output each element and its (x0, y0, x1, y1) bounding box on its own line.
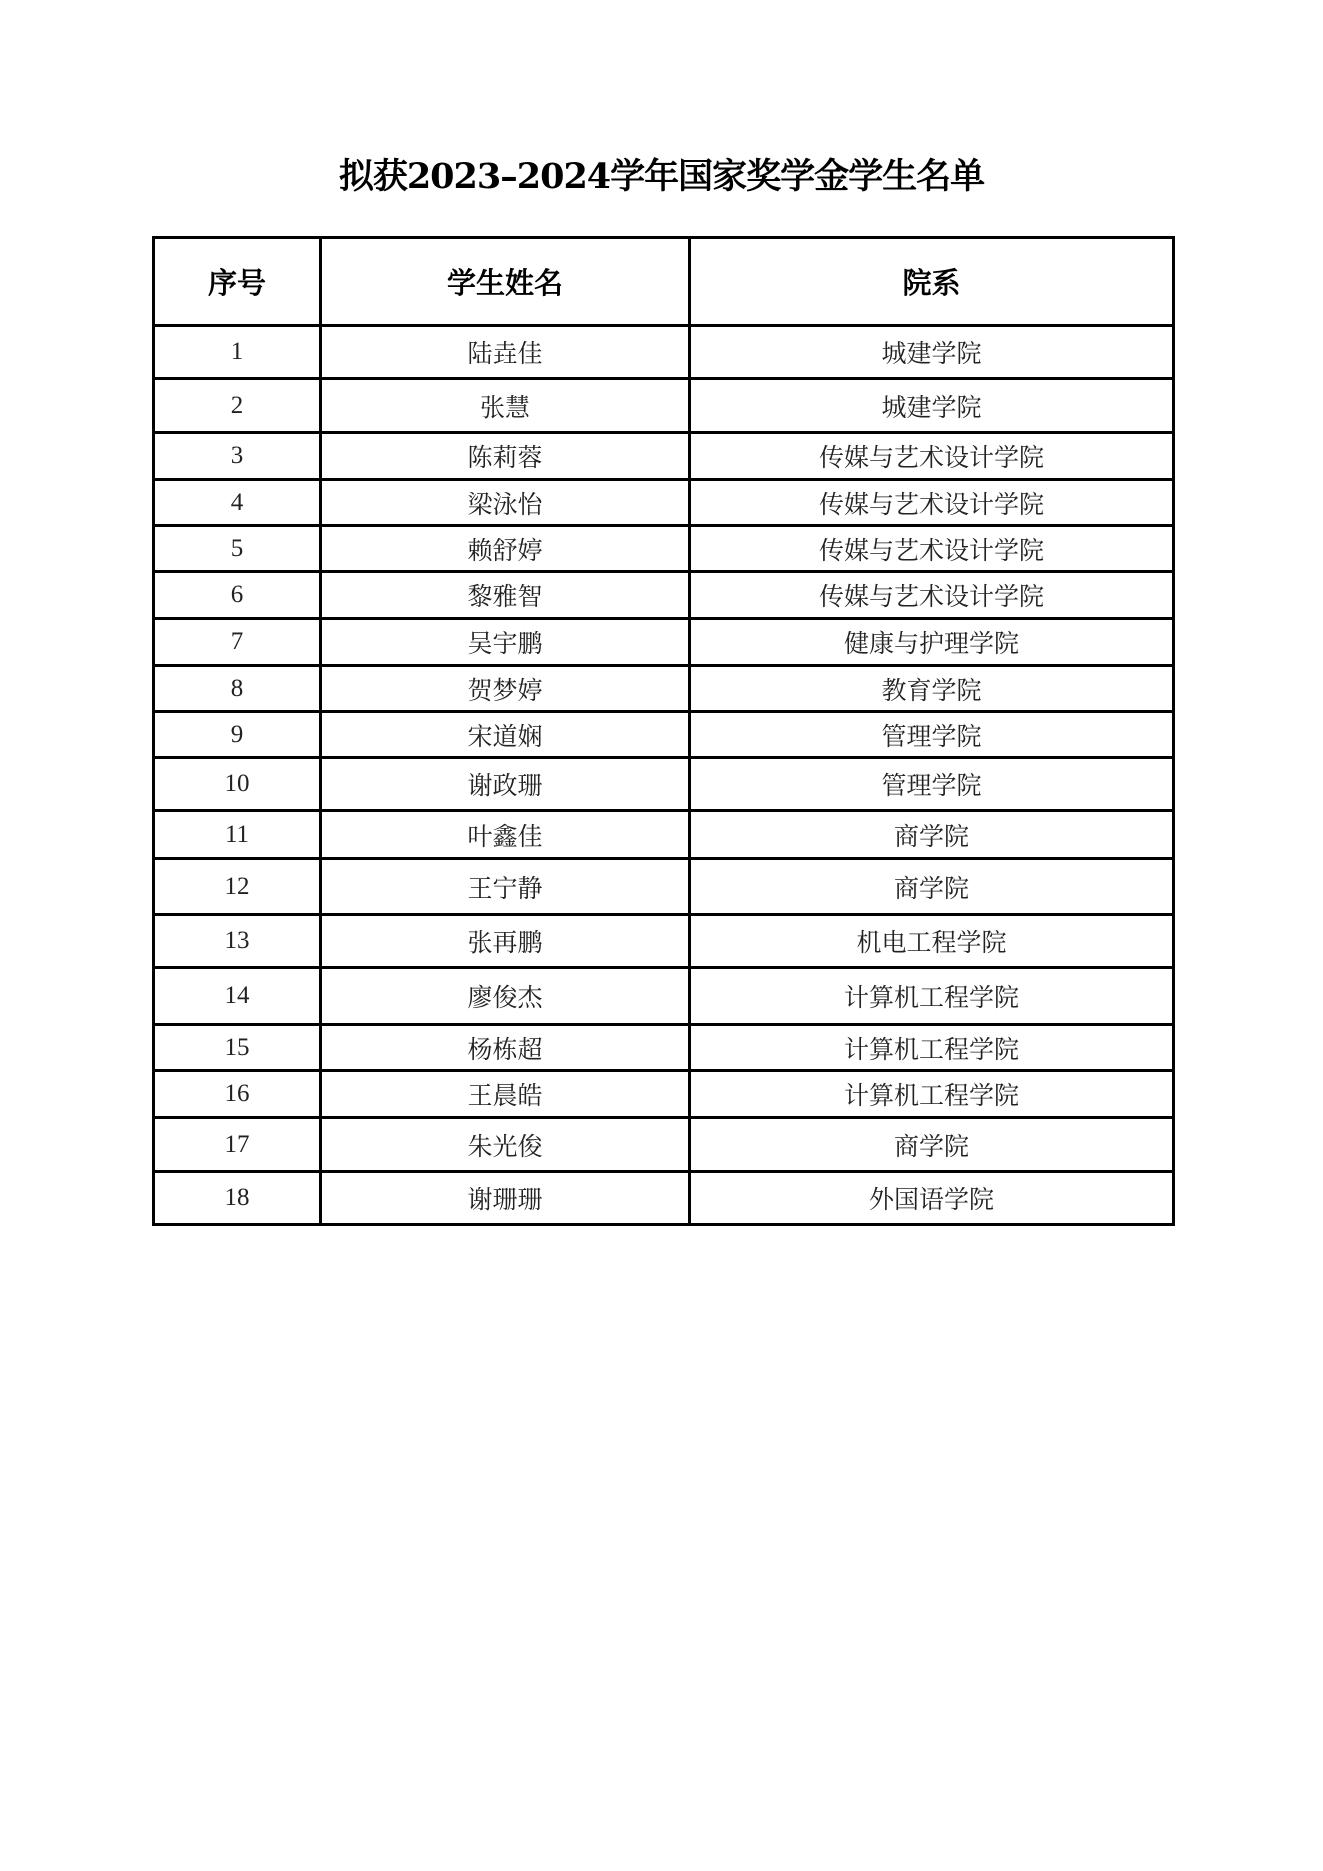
row-student-name: 廖俊杰 (321, 968, 690, 1025)
table-row (154, 758, 1174, 811)
row-college: 教育学院 (690, 666, 1174, 712)
table-row (154, 480, 1174, 526)
row-index: 12 (154, 859, 321, 915)
row-index: 4 (154, 480, 321, 526)
row-index: 7 (154, 619, 321, 666)
table-row (154, 1172, 1174, 1225)
row-index: 16 (154, 1071, 321, 1118)
table-header-row (154, 238, 1174, 326)
row-index: 9 (154, 712, 321, 758)
row-college: 商学院 (690, 859, 1174, 915)
row-index: 18 (154, 1172, 321, 1225)
row-index: 6 (154, 572, 321, 619)
table-row (154, 526, 1174, 572)
row-index: 15 (154, 1025, 321, 1071)
table-row (154, 1118, 1174, 1172)
row-college: 机电工程学院 (690, 915, 1174, 968)
row-student-name: 张慧 (321, 379, 690, 433)
row-student-name: 谢政珊 (321, 758, 690, 811)
row-student-name: 黎雅智 (321, 572, 690, 619)
row-student-name: 王宁静 (321, 859, 690, 915)
row-college: 管理学院 (690, 758, 1174, 811)
row-college: 传媒与艺术设计学院 (690, 526, 1174, 572)
row-student-name: 张再鹏 (321, 915, 690, 968)
row-student-name: 宋道娴 (321, 712, 690, 758)
table-row (154, 859, 1174, 915)
row-college: 城建学院 (690, 379, 1174, 433)
table-body (154, 326, 1174, 1225)
row-college: 计算机工程学院 (690, 1025, 1174, 1071)
table-row (154, 712, 1174, 758)
row-college: 计算机工程学院 (690, 968, 1174, 1025)
row-college: 传媒与艺术设计学院 (690, 572, 1174, 619)
row-index: 10 (154, 758, 321, 811)
row-college: 健康与护理学院 (690, 619, 1174, 666)
header-student-name: 学生姓名 (321, 238, 690, 326)
row-index: 1 (154, 326, 321, 379)
table-row (154, 326, 1174, 379)
row-college: 管理学院 (690, 712, 1174, 758)
row-student-name: 杨栋超 (321, 1025, 690, 1071)
header-college: 院系 (690, 238, 1174, 326)
row-index: 2 (154, 379, 321, 433)
row-index: 17 (154, 1118, 321, 1172)
table-row (154, 1071, 1174, 1118)
header-index: 序号 (154, 238, 321, 326)
table-row (154, 666, 1174, 712)
row-student-name: 吴宇鹏 (321, 619, 690, 666)
row-student-name: 王晨皓 (321, 1071, 690, 1118)
row-college: 计算机工程学院 (690, 1071, 1174, 1118)
row-college: 城建学院 (690, 326, 1174, 379)
row-student-name: 陈莉蓉 (321, 433, 690, 480)
row-student-name: 赖舒婷 (321, 526, 690, 572)
table-row (154, 968, 1174, 1025)
row-index: 13 (154, 915, 321, 968)
table-row (154, 915, 1174, 968)
row-college: 传媒与艺术设计学院 (690, 480, 1174, 526)
row-student-name: 贺梦婷 (321, 666, 690, 712)
row-student-name: 陆垚佳 (321, 326, 690, 379)
table-row (154, 433, 1174, 480)
row-student-name: 朱光俊 (321, 1118, 690, 1172)
row-index: 11 (154, 811, 321, 859)
table-row (154, 379, 1174, 433)
row-college: 传媒与艺术设计学院 (690, 433, 1174, 480)
scholarship-roster-table (152, 236, 1175, 1226)
table-row (154, 1025, 1174, 1071)
row-college: 商学院 (690, 1118, 1174, 1172)
page-title: 拟获2023–2024学年国家奖学金学生名单 (338, 156, 985, 197)
row-college: 外国语学院 (690, 1172, 1174, 1225)
table-row (154, 572, 1174, 619)
row-student-name: 叶鑫佳 (321, 811, 690, 859)
row-index: 3 (154, 433, 321, 480)
table-row (154, 811, 1174, 859)
table-row (154, 619, 1174, 666)
row-college: 商学院 (690, 811, 1174, 859)
row-index: 8 (154, 666, 321, 712)
row-student-name: 谢珊珊 (321, 1172, 690, 1225)
row-student-name: 梁泳怡 (321, 480, 690, 526)
row-index: 5 (154, 526, 321, 572)
row-index: 14 (154, 968, 321, 1025)
